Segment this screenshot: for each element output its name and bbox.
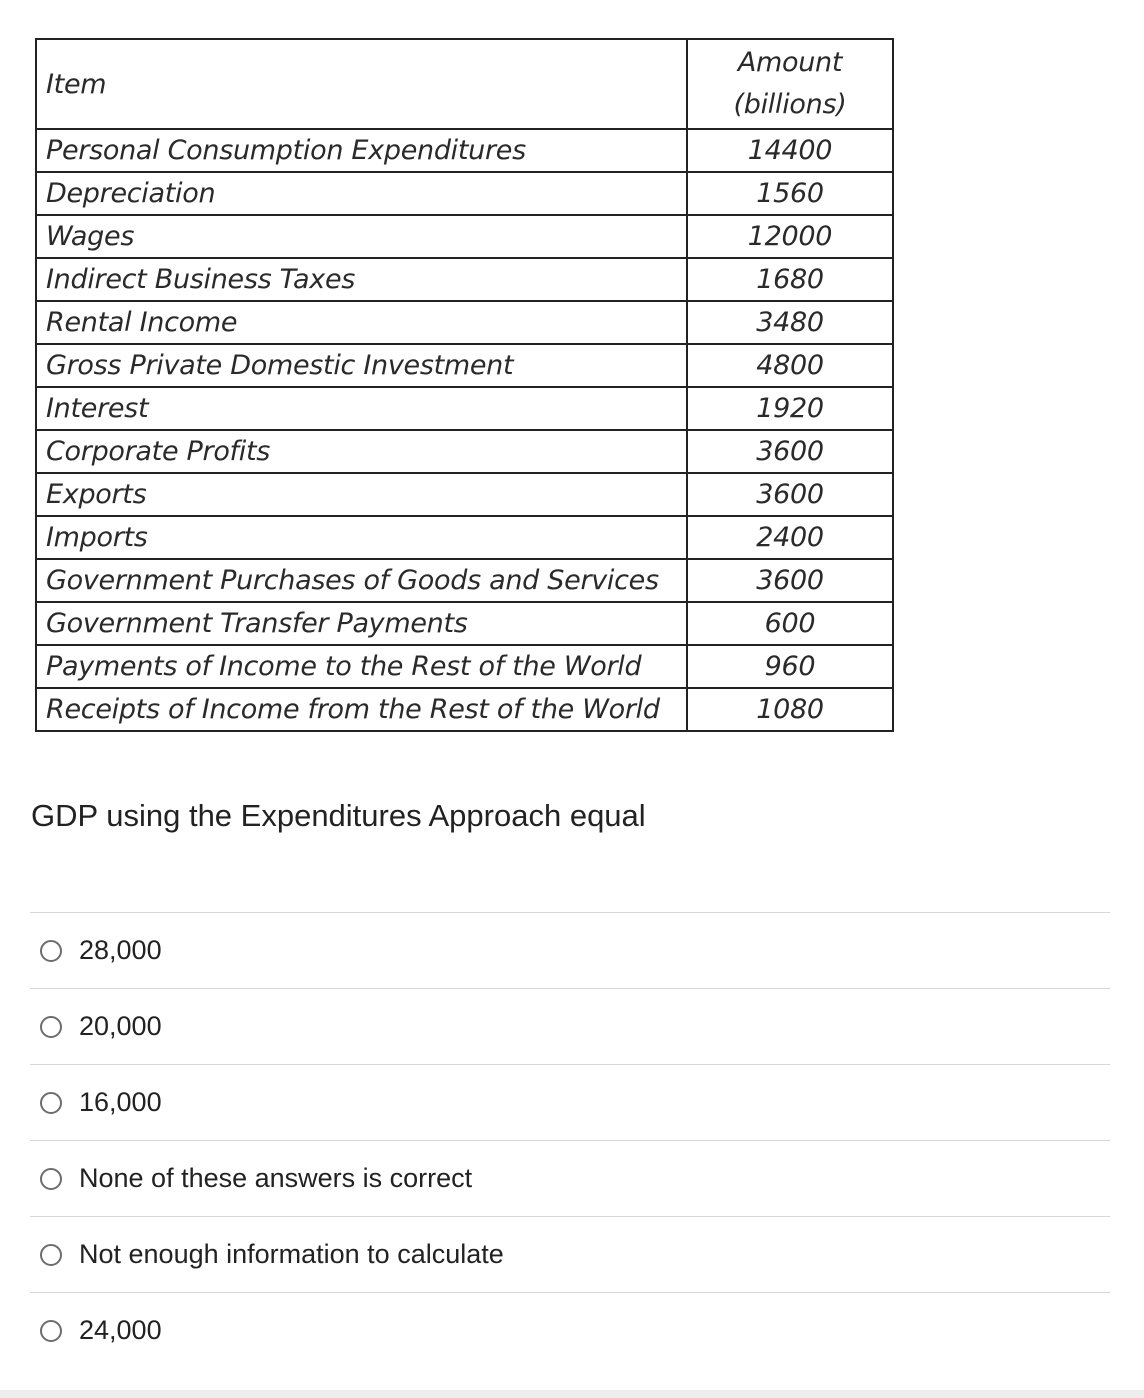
header-amount-line1: Amount [737, 47, 843, 78]
gdp-data-table [35, 38, 894, 732]
row-amount: 12000 [687, 215, 893, 258]
table-row [36, 430, 893, 473]
option-label[interactable]: 20,000 [79, 1011, 162, 1041]
table-row [36, 559, 893, 602]
row-item: Personal Consumption Expenditures [36, 129, 687, 172]
radio-button[interactable] [40, 940, 62, 962]
table-row [36, 172, 893, 215]
table-row [36, 645, 893, 688]
radio-button[interactable] [40, 1092, 62, 1114]
row-amount: 600 [687, 602, 893, 645]
answer-option[interactable] [30, 912, 1110, 988]
table-row [36, 516, 893, 559]
row-amount: 3480 [687, 301, 893, 344]
row-item: Corporate Profits [36, 430, 687, 473]
answer-option[interactable] [30, 1064, 1110, 1140]
row-item: Government Purchases of Goods and Services [36, 559, 687, 602]
row-item: Gross Private Domestic Investment [36, 344, 687, 387]
bottom-bar [0, 1390, 1144, 1398]
answer-options [30, 912, 1110, 1368]
row-item: Imports [36, 516, 687, 559]
row-amount: 4800 [687, 344, 893, 387]
answer-option[interactable] [30, 1292, 1110, 1368]
option-label[interactable]: 28,000 [79, 935, 162, 965]
header-amount [687, 39, 893, 129]
table-row [36, 301, 893, 344]
row-amount: 1680 [687, 258, 893, 301]
row-item: Wages [36, 215, 687, 258]
table-row [36, 387, 893, 430]
option-label[interactable]: 16,000 [79, 1087, 162, 1117]
answer-option[interactable] [30, 1140, 1110, 1216]
table-row [36, 129, 893, 172]
row-amount: 1080 [687, 688, 893, 731]
radio-button[interactable] [40, 1016, 62, 1038]
row-item: Receipts of Income from the Rest of the World [36, 688, 687, 731]
row-item: Interest [36, 387, 687, 430]
table-row [36, 258, 893, 301]
table-row [36, 473, 893, 516]
row-item: Payments of Income to the Rest of the World [36, 645, 687, 688]
radio-button[interactable] [40, 1168, 62, 1190]
header-amount-line2: (billions) [733, 89, 847, 120]
option-label[interactable]: 24,000 [79, 1315, 162, 1345]
answer-option[interactable] [30, 988, 1110, 1064]
row-amount: 14400 [687, 129, 893, 172]
row-amount: 3600 [687, 473, 893, 516]
row-item: Exports [36, 473, 687, 516]
table-row [36, 344, 893, 387]
table-row [36, 215, 893, 258]
row-amount: 960 [687, 645, 893, 688]
row-item: Depreciation [36, 172, 687, 215]
row-amount: 1560 [687, 172, 893, 215]
header-item: Item [36, 39, 687, 129]
question-text: GDP using the Expenditures Approach equal [31, 798, 646, 833]
radio-button[interactable] [40, 1320, 62, 1342]
row-amount: 3600 [687, 430, 893, 473]
answer-option[interactable] [30, 1216, 1110, 1292]
row-item: Government Transfer Payments [36, 602, 687, 645]
radio-button[interactable] [40, 1244, 62, 1266]
row-amount: 3600 [687, 559, 893, 602]
table-row [36, 688, 893, 731]
row-amount: 2400 [687, 516, 893, 559]
row-item: Rental Income [36, 301, 687, 344]
option-label[interactable]: None of these answers is correct [79, 1163, 473, 1193]
row-amount: 1920 [687, 387, 893, 430]
row-item: Indirect Business Taxes [36, 258, 687, 301]
option-label[interactable]: Not enough information to calculate [79, 1239, 504, 1269]
table-header-row [36, 39, 893, 129]
table-row [36, 602, 893, 645]
